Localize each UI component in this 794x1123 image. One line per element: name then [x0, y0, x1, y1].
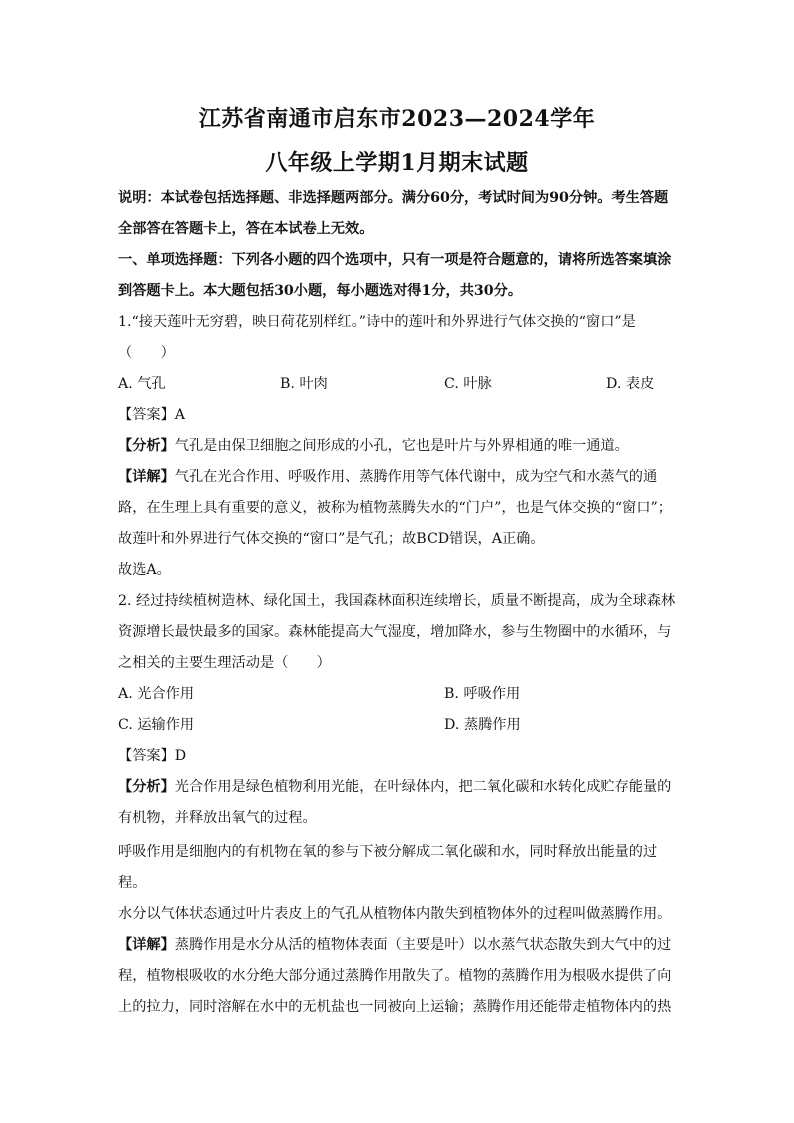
q2-answer: 【答案】D — [118, 748, 187, 764]
q2-option-a: A. 光合作用 — [118, 686, 195, 702]
instructions-line2: 全部答在答题卡上，答在本试卷上无效。 — [118, 221, 374, 237]
q2-analysis-line2: 有机物，并释放出氧气的过程。 — [118, 810, 317, 826]
q1-detail-text1: 气孔在光合作用、呼吸作用、蒸腾作用等气体代谢中，成为空气和水蒸气的通 — [174, 469, 658, 485]
q2-analysis-text1: 光合作用是绿色植物利用光能，在叶绿体内，把二氧化碳和水转化成贮存能量的 — [174, 779, 672, 795]
q1-detail-tag: 【详解】 — [118, 469, 175, 485]
q2-analysis-line1 — [118, 777, 678, 797]
q1-detail-line3: 故莲叶和外界进行气体交换的“窗口”是气孔；故BCD错误，A正确。 — [118, 531, 545, 547]
q1-detail-line2: 路，在生理上具有重要的意义，被称为植物蒸腾失水的“门户”，也是气体交换的“窗口”； — [118, 500, 672, 516]
q1-option-b: B. 叶肉 — [280, 376, 328, 392]
section1-heading-line1: 一、单项选择题：下列各小题的四个选项中，只有一项是符合题意的，请将所选答案填涂 — [118, 252, 672, 268]
q2-detail-tag: 【详解】 — [118, 937, 175, 953]
q1-answer: 【答案】A — [118, 407, 185, 423]
q1-analysis-text: 气孔是由保卫细胞之间形成的小孔，它也是叶片与外界相通的唯一通道。 — [174, 438, 629, 454]
q1-option-c: C. 叶脉 — [444, 376, 492, 392]
q1-stem-line2: （ ） — [118, 345, 175, 361]
q2-analysis-line3: 呼吸作用是细胞内的有机物在氧的参与下被分解成二氧化碳和水，同时释放出能量的过 — [118, 844, 658, 860]
q2-stem-line3: 之相关的主要生理活动是（ ） — [118, 655, 331, 671]
q1-analysis-tag: 【分析】 — [118, 438, 175, 454]
q2-analysis-tag: 【分析】 — [118, 779, 175, 795]
document-title-line1: 江苏省南通市启东市2023—2024学年 — [198, 106, 596, 132]
q1-option-d: D. 表皮 — [606, 376, 655, 392]
instructions-line1: 说明：本试卷包括选择题、非选择题两部分。满分60分，考试时间为90分钟。考生答题 — [118, 190, 669, 206]
q1-analysis — [118, 436, 678, 456]
q2-stem-line2: 资源增长最快最多的国家。森林能提高大气湿度，增加降水，参与生物圈中的水循环，与 — [118, 624, 672, 640]
q2-option-d: D. 蒸腾作用 — [444, 717, 521, 733]
q2-option-b: B. 呼吸作用 — [444, 686, 521, 702]
q1-detail-line1 — [118, 467, 678, 487]
document-title-line2: 八年级上学期1月期末试题 — [265, 150, 529, 176]
q1-choose: 故选A。 — [118, 562, 171, 578]
q2-detail-line3: 上的拉力，同时溶解在水中的无机盐也一同被向上运输；蒸腾作用还能带走植物体内的热 — [118, 999, 672, 1015]
q2-detail-line1 — [118, 935, 678, 955]
q2-analysis-line5: 水分以气体状态通过叶片表皮上的气孔从植物体内散失到植物体外的过程叫做蒸腾作用。 — [118, 906, 672, 922]
q2-stem-line1: 2. 经过持续植树造林、绿化国土，我国森林面积连续增长，质量不断提高，成为全球森林 — [118, 593, 676, 609]
q1-stem-line1: 1.“接天莲叶无穷碧，映日荷花别样红。”诗中的莲叶和外界进行气体交换的“窗口”是 — [118, 314, 636, 330]
q2-detail-line2: 程，植物根吸收的水分绝大部分通过蒸腾作用散失了。植物的蒸腾作用为根吸水提供了向 — [118, 968, 672, 984]
q2-detail-text1: 蒸腾作用是水分从活的植物体表面（主要是叶）以水蒸气状态散失到大气中的过 — [174, 937, 672, 953]
section1-heading-line2: 到答题卡上。本大题包括30小题，每小题选对得1分，共30分。 — [118, 283, 523, 299]
q2-option-c: C. 运输作用 — [118, 717, 195, 733]
q2-analysis-line4: 程。 — [118, 875, 147, 891]
q1-option-a: A. 气孔 — [118, 376, 166, 392]
